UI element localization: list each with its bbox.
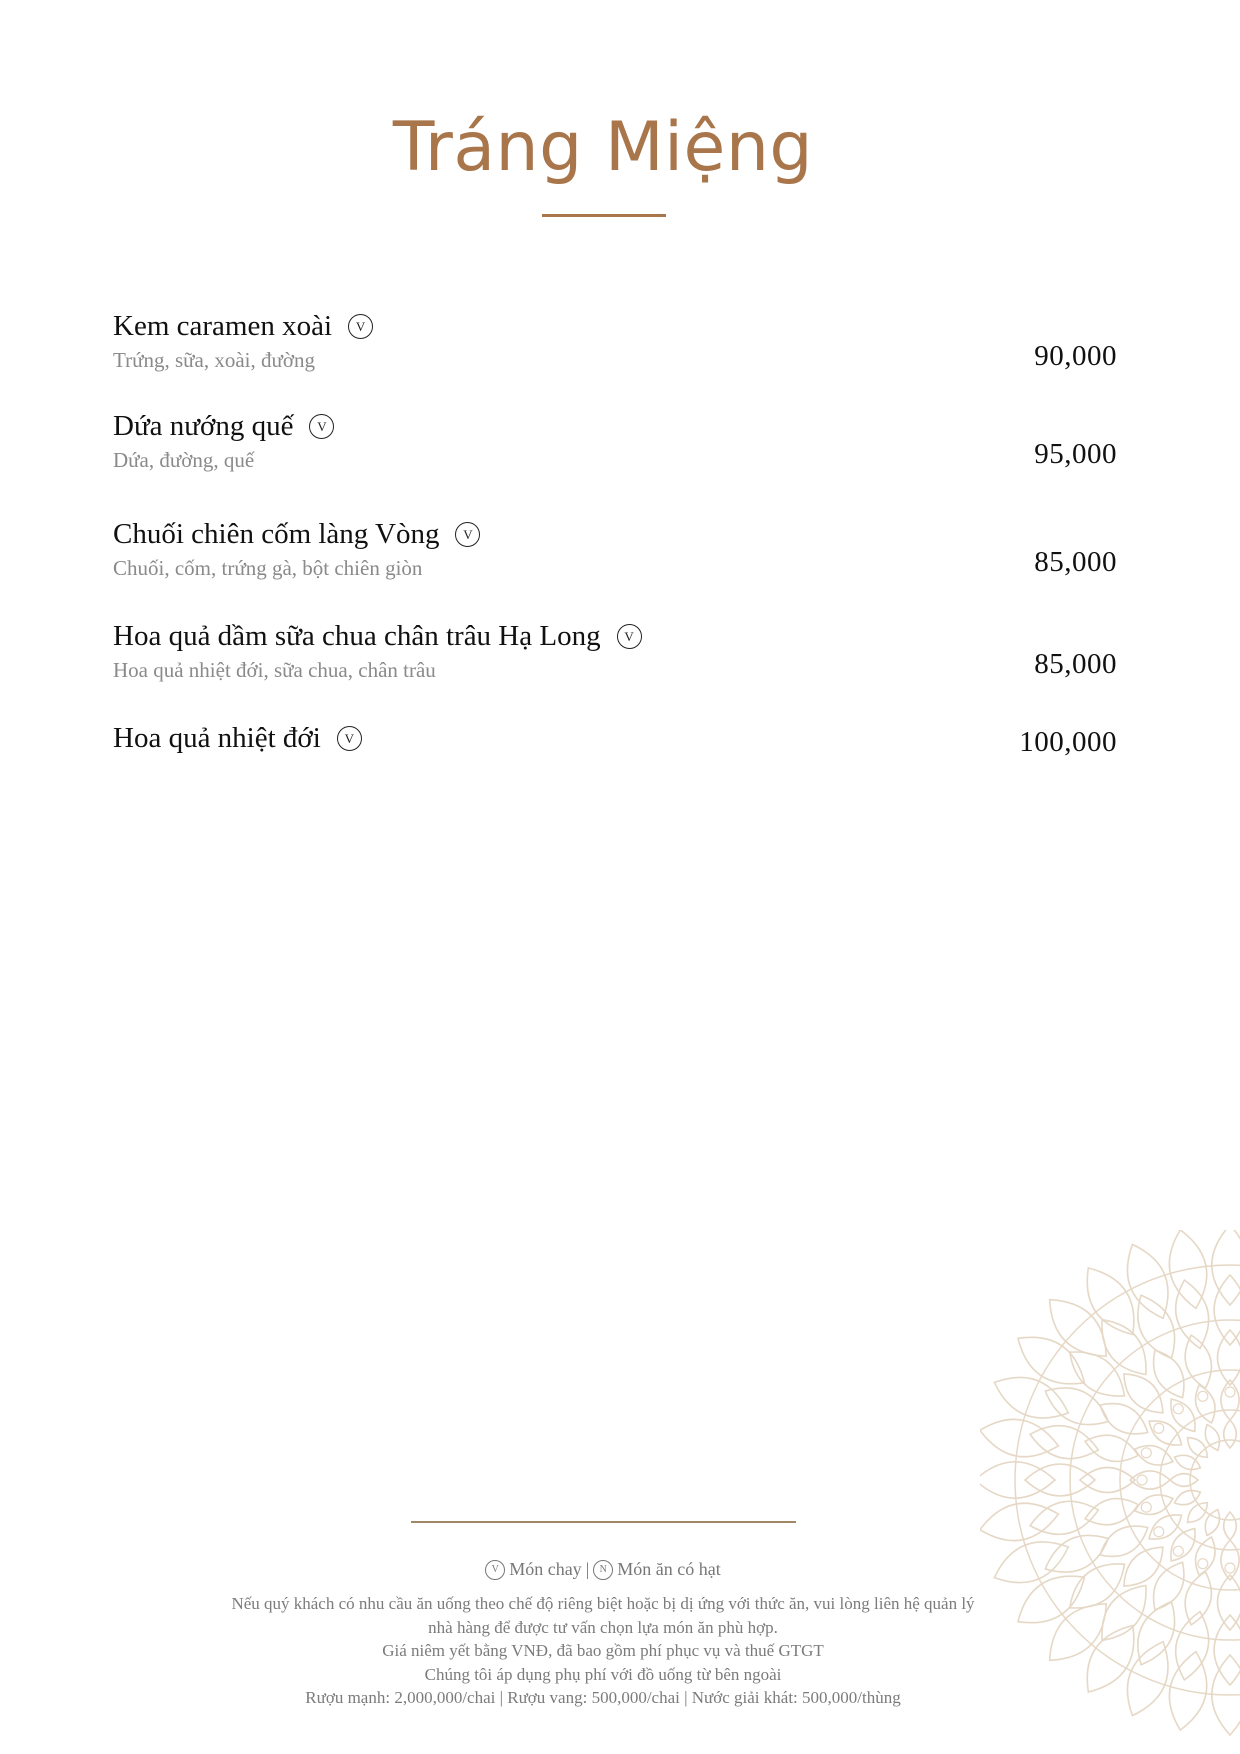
legend-separator: | [585,1559,590,1579]
menu-item-description: Dứa, đường, quế [113,448,255,472]
menu-item-price: 100,000 [1019,726,1117,758]
menu-item-name-text: Kem caramen xoài [113,310,333,342]
nuts-legend-icon: N [593,1560,613,1580]
menu-item-price: 85,000 [1034,546,1117,578]
menu-item-description: Chuối, cốm, trứng gà, bột chiên giòn [113,556,423,580]
menu-item-name-text: Hoa quả nhiệt đới [113,722,321,754]
dietary-legend [0,1559,1206,1580]
menu-item-price: 85,000 [1034,648,1117,680]
vegetarian-legend-icon: V [485,1560,505,1580]
menu-item-name-text: Dứa nướng quế [113,410,294,442]
vegetarian-badge-icon: V [455,522,480,547]
menu-item-description: Hoa quả nhiệt đới, sữa chua, chân trâu [113,658,436,682]
vegetarian-badge-icon: V [309,414,334,439]
corkage-fees-note: Rượu mạnh: 2,000,000/chai | Rượu vang: 500,000/chai | Nước giải khát: 500,000/thùng [305,1688,901,1707]
menu-item-price: 90,000 [1034,340,1117,372]
menu-item-name [113,410,334,443]
vegetarian-badge-icon: V [337,726,362,751]
footer-notes [170,1592,1036,1710]
page-title: Tráng Miệng [392,108,814,187]
vegetarian-legend-label: Món chay [509,1559,582,1579]
allergy-note-line-1: Nếu quý khách có nhu cầu ăn uống theo chế độ riêng biệt hoặc bị dị ứng với thức ăn, vui lòng liên hệ quản lý [231,1594,975,1613]
title-divider [542,214,666,217]
nuts-legend-label: Món ăn có hạt [617,1559,721,1579]
allergy-note-line-2: nhà hàng để được tư vấn chọn lựa món ăn phù hợp. [428,1617,778,1637]
pricing-note: Giá niêm yết bằng VNĐ, đã bao gồm phí phục vụ và thuế GTGT [382,1641,824,1660]
menu-item-name-text: Hoa quả dầm sữa chua chân trâu Hạ Long [113,620,601,652]
outside-drinks-note: Chúng tôi áp dụng phụ phí với đồ uống từ bên ngoài [424,1664,782,1684]
vegetarian-badge-icon: V [348,314,373,339]
vegetarian-badge-icon: V [617,624,642,649]
menu-item-name [113,310,373,343]
menu-item-description: Trứng, sữa, xoài, đường [113,348,315,372]
menu-item-name [113,722,362,755]
menu-item-name-text: Chuối chiên cốm làng Vòng [113,518,440,550]
menu-item-price: 95,000 [1034,438,1117,470]
footer-divider [411,1521,796,1523]
menu-item-name [113,518,480,551]
menu-item-name [113,620,642,653]
